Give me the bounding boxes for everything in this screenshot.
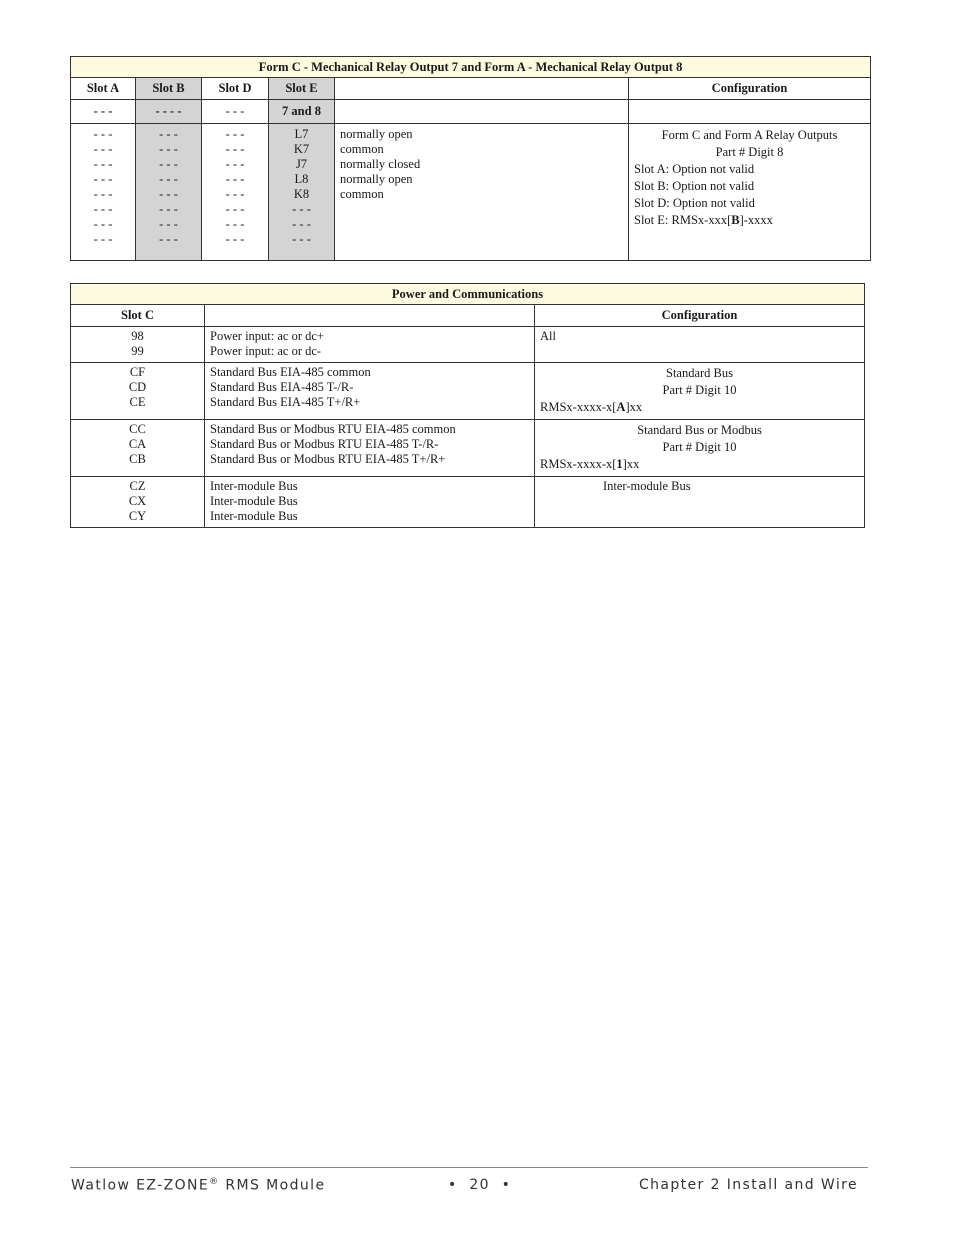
config-line: Standard Bus bbox=[666, 366, 734, 380]
config-line: Standard Bus or Modbus bbox=[637, 423, 762, 437]
table-cell bbox=[335, 100, 629, 124]
function-cell: Power input: ac or dc+ Power input: ac or dc- bbox=[205, 327, 535, 363]
table-cell bbox=[629, 100, 871, 124]
terminal-cell: CZ CX CY bbox=[71, 477, 205, 528]
terminal-cell: CF CD CE bbox=[71, 363, 205, 420]
table-title: Power and Communications bbox=[71, 284, 865, 305]
config-line: Slot B: Option not valid bbox=[634, 179, 755, 193]
column-header bbox=[205, 305, 535, 327]
slot-a-terminals: - - - - - - - - - - - - - - - - - - - - - - - - bbox=[71, 124, 136, 261]
slot-d-terminals: - - - - - - - - - - - - - - - - - - - - - - - - bbox=[202, 124, 269, 261]
terminal-cell: 98 99 bbox=[71, 327, 205, 363]
config-line: Part # Digit 8 bbox=[715, 145, 784, 159]
table-row bbox=[71, 477, 865, 528]
table-cell: - - - bbox=[71, 100, 136, 124]
footer-chapter: Chapter 2 Install and Wire bbox=[638, 1177, 858, 1193]
table-row bbox=[71, 327, 865, 363]
relay-output-table bbox=[70, 56, 871, 261]
column-header: Slot B bbox=[136, 78, 202, 100]
page-number: • 20 • bbox=[448, 1177, 512, 1193]
configuration-cell: All bbox=[535, 327, 865, 363]
config-line: Part # Digit 10 bbox=[662, 383, 737, 397]
registered-mark: ® bbox=[209, 1177, 220, 1187]
terminal-cell: CC CA CB bbox=[71, 420, 205, 477]
power-communications-table bbox=[70, 283, 865, 528]
footer-text: RMS Module bbox=[219, 1177, 326, 1194]
column-header: Configuration bbox=[535, 305, 865, 327]
function-cell: Inter-module Bus Inter-module Bus Inter-module Bus bbox=[205, 477, 535, 528]
slot-b-terminals: - - - - - - - - - - - - - - - - - - - - - - - - bbox=[136, 124, 202, 261]
config-text: ]-xxxx bbox=[739, 213, 773, 227]
column-header: Configuration bbox=[629, 78, 871, 100]
config-text: RMSx-xxxx-x[ bbox=[540, 400, 617, 414]
footer-product-name bbox=[71, 1177, 325, 1194]
config-text: RMSx-xxxx-x[ bbox=[540, 457, 617, 471]
configuration-cell bbox=[535, 363, 865, 420]
configuration-cell bbox=[629, 124, 871, 261]
config-line bbox=[634, 212, 865, 229]
config-text: Slot E: RMSx-xxx[ bbox=[634, 213, 732, 227]
function-cell: Standard Bus EIA-485 common Standard Bus EIA-485 T-/R- Standard Bus EIA-485 T+/R+ bbox=[205, 363, 535, 420]
config-line: Slot A: Option not valid bbox=[634, 162, 755, 176]
table-title: Form C - Mechanical Relay Output 7 and Form A - Mechanical Relay Output 8 bbox=[71, 57, 871, 78]
column-header: Slot C bbox=[71, 305, 205, 327]
config-digit: B bbox=[731, 213, 740, 227]
config-text: ]xx bbox=[622, 457, 640, 471]
table-row bbox=[71, 420, 865, 477]
footer-rule bbox=[70, 1167, 868, 1168]
config-line bbox=[540, 399, 859, 416]
config-digit: 1 bbox=[616, 457, 623, 471]
table-row bbox=[71, 363, 865, 420]
column-header: Slot D bbox=[202, 78, 269, 100]
column-header: Slot A bbox=[71, 78, 136, 100]
configuration-cell bbox=[535, 420, 865, 477]
footer-text: Watlow EZ-ZONE bbox=[71, 1177, 210, 1194]
function-cell: Standard Bus or Modbus RTU EIA-485 common Standard Bus or Modbus RTU EIA-485 T-/R- Standard Bus or Modbus RTU EIA-485 T+/R+ bbox=[205, 420, 535, 477]
config-line: Inter-module Bus bbox=[603, 479, 691, 493]
config-line: Part # Digit 10 bbox=[662, 440, 737, 454]
table-cell: - - - bbox=[202, 100, 269, 124]
config-line: Form C and Form A Relay Outputs bbox=[661, 128, 838, 142]
config-line bbox=[540, 456, 859, 473]
configuration-cell bbox=[535, 477, 865, 528]
slot-e-terminals: L7 K7 J7 L8 K8 - - - - - - - - - bbox=[269, 124, 335, 261]
config-line: Slot D: Option not valid bbox=[634, 196, 755, 210]
config-digit: A bbox=[616, 400, 626, 414]
column-header: Slot E bbox=[269, 78, 335, 100]
terminal-functions: normally open common normally closed normally open common bbox=[335, 124, 629, 261]
config-text: ]xx bbox=[625, 400, 643, 414]
column-header bbox=[335, 78, 629, 100]
table-cell: 7 and 8 bbox=[269, 100, 335, 124]
table-cell: - - - - bbox=[136, 100, 202, 124]
